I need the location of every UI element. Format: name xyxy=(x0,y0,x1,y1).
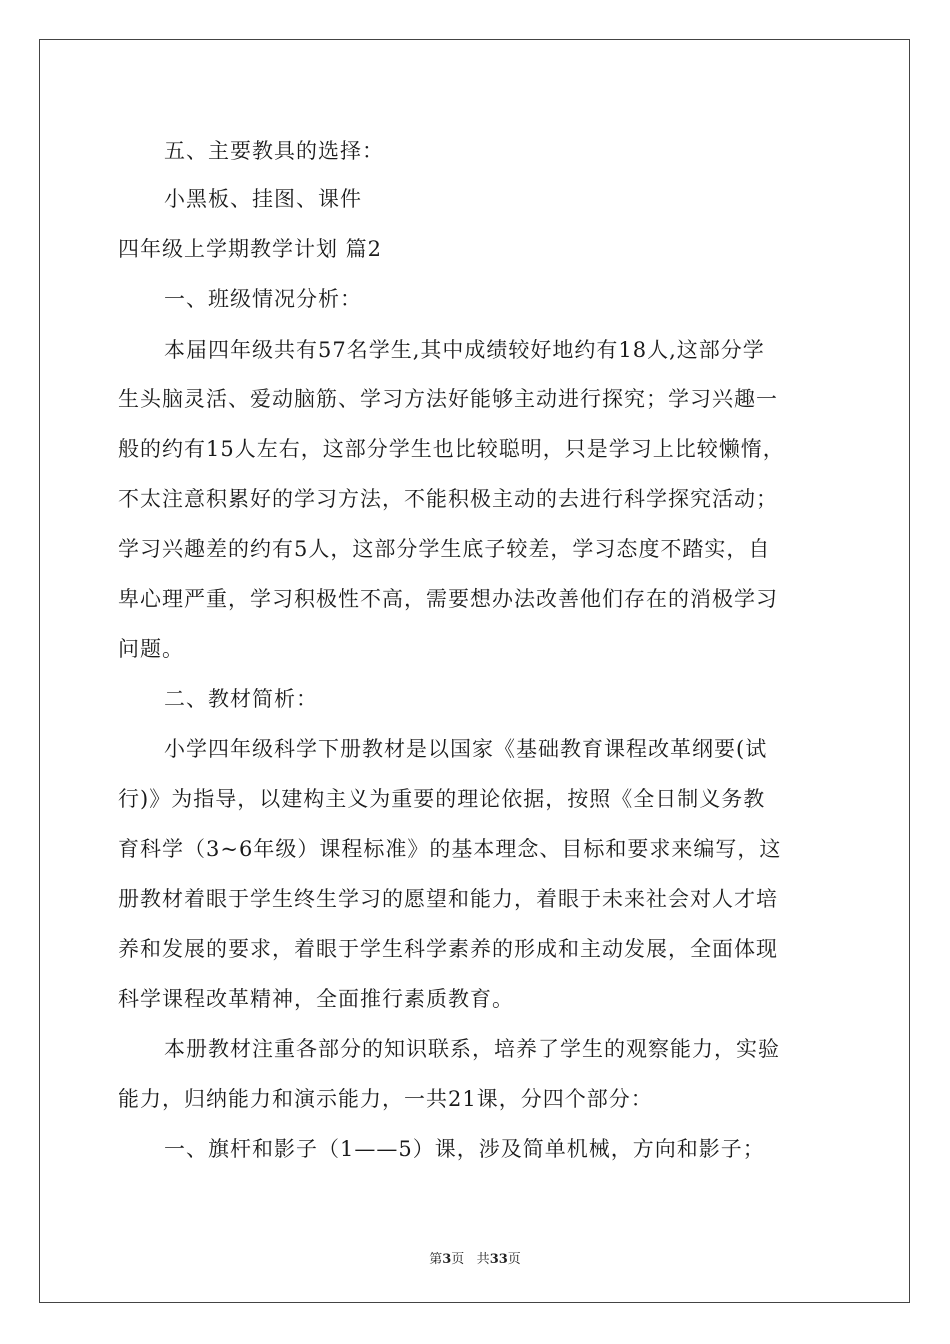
page-footer xyxy=(0,1248,950,1267)
text-line: 本届四年级共有57名学生,其中成绩较好地约有18人,这部分学 xyxy=(164,338,765,362)
text-line: 问题。 xyxy=(118,637,184,661)
section-heading: 四年级上学期教学计划 篇2 xyxy=(118,237,383,261)
text-line: 科学课程改革精神，全面推行素质教育。 xyxy=(118,987,514,1011)
text-line: 一、旗杆和影子（1——5）课，涉及简单机械，方向和影子； xyxy=(164,1137,765,1161)
text-line: 行)》为指导，以建构主义为重要的理论依据，按照《全日制义务教 xyxy=(118,787,766,811)
footer-total-suffix: 页 xyxy=(507,1252,521,1267)
footer-total-pages: 33 xyxy=(489,1252,508,1267)
text-line: 册教材着眼于学生终生学习的愿望和能力，着眼于未来社会对人才培 xyxy=(118,887,778,911)
footer-prefix: 第 xyxy=(429,1252,443,1267)
text-line: 小学四年级科学下册教材是以国家《基础教育课程改革纲要(试 xyxy=(164,737,768,761)
text-line: 本册教材注重各部分的知识联系，培养了学生的观察能力，实验 xyxy=(164,1037,780,1061)
text-line: 学习兴趣差的约有5人，这部分学生底子较差，学习态度不踏实，自 xyxy=(118,537,771,561)
text-line: 不太注意积累好的学习方法，不能积极主动的去进行科学探究活动； xyxy=(118,487,778,511)
text-line: 生头脑灵活、爱动脑筋、学习方法好能够主动进行探究；学习兴趣一 xyxy=(118,387,778,411)
footer-total-prefix: 共 xyxy=(476,1252,490,1267)
text-line: 二、教材简析： xyxy=(164,687,318,711)
text-line: 养和发展的要求，着眼于学生科学素养的形成和主动发展，全面体现 xyxy=(118,937,778,961)
text-line: 小黑板、挂图、课件 xyxy=(164,187,362,211)
text-line: 能力，归纳能力和演示能力，一共21课，分四个部分： xyxy=(118,1087,653,1111)
text-line: 般的约有15人左右，这部分学生也比较聪明，只是学习上比较懒惰， xyxy=(118,437,785,461)
text-line: 一、班级情况分析： xyxy=(164,287,362,311)
page-border xyxy=(39,39,910,1303)
text-line: 育科学（3~6年级）课程标准》的基本理念、目标和要求来编写，这 xyxy=(118,837,782,861)
footer-page-suffix: 页 xyxy=(451,1252,465,1267)
text-line: 五、主要教具的选择： xyxy=(164,139,384,163)
footer-page-number: 3 xyxy=(442,1252,452,1267)
text-line: 卑心理严重，学习积极性不高，需要想办法改善他们存在的消极学习 xyxy=(118,587,778,611)
